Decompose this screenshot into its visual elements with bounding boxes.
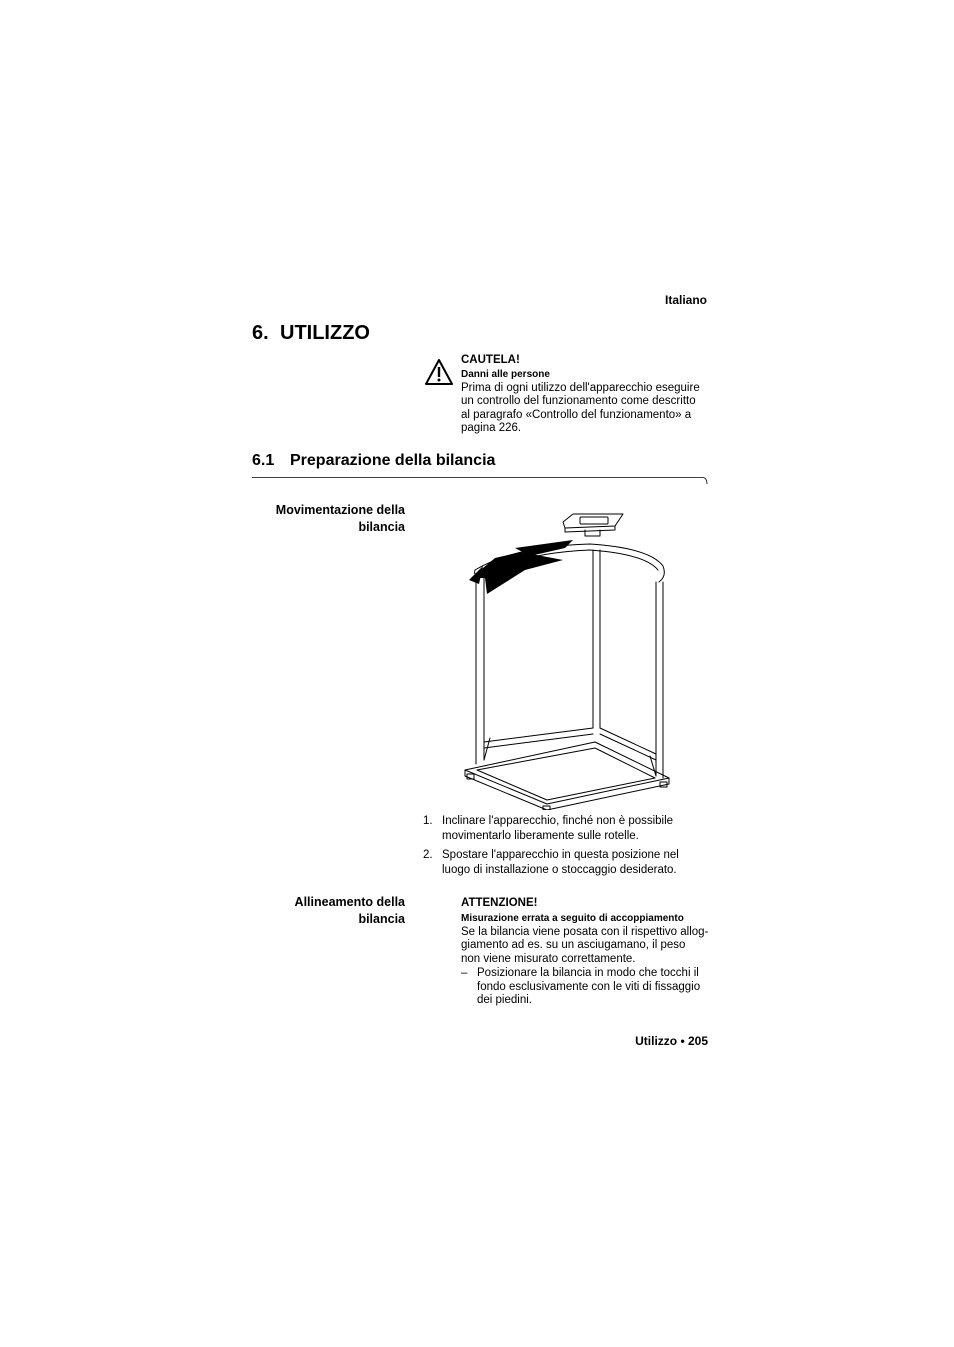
attention-line: giamento ad es. su un asciugamano, il peso [461,939,686,951]
list-item [420,814,720,844]
caution-line: Prima di ogni utilizzo dell'apparecchio eseguire [461,381,700,394]
bullet-line: dei piedini. [477,994,532,1006]
movement-label-line: bilancia [358,519,405,534]
chapter-number: 6. [252,322,269,344]
chapter-title [252,322,370,345]
caution-block [461,354,711,436]
attention-line: Se la bilancia viene posata con il rispettivo allog- [461,925,709,938]
attention-line: non viene misurato correttamente. [461,952,636,965]
warning-triangle-icon [424,358,454,386]
movement-steps [420,814,720,882]
bullet-line: Posizionare la bilancia in modo che tocchi il [477,967,699,979]
caution-line: pagina 226. [461,422,522,434]
step-line: Spostare l'apparecchio in questa posizione nel [442,849,679,861]
attention-bullets [461,967,713,1008]
caution-subheading: Danni alle persone [461,368,550,380]
chapter-title-text: UTILIZZO [280,322,370,344]
scale-tilt-illustration [455,508,675,810]
caution-line: un controllo del funzionamento come descritto [461,395,696,407]
step-line: Inclinare l'apparecchio, finché non è possibile [442,815,674,827]
list-item [461,967,713,1008]
section-title: Preparazione della bilancia [290,452,496,469]
section-divider [252,476,708,486]
movement-label-line: Movimentazione della [275,503,405,517]
step-line: movimentarlo liberamente sulle rotelle. [442,830,639,842]
attention-heading: ATTENZIONE! [461,897,538,909]
caution-line: al paragrafo «Controllo del funzionamento» a [461,408,692,421]
bullet-line: fondo esclusivamente con le viti di fissaggio [477,980,701,993]
step-number: 2. [423,849,433,861]
attention-subheading: Misurazione errata a seguito di accoppiamento [461,912,684,924]
bullet-dash: – [461,967,468,979]
language-label: Italiano [664,293,707,307]
caution-heading: CAUTELA! [461,354,520,366]
step-line: luogo di installazione o stoccaggio desiderato. [442,864,677,876]
movement-side-heading [230,502,405,535]
alignment-label-line: Allineamento della [294,895,405,909]
step-number: 1. [423,815,433,827]
list-item [420,848,720,878]
page-footer: Utilizzo • 205 [635,1034,708,1048]
section-heading [252,452,495,470]
alignment-label-line: bilancia [358,911,405,926]
attention-block [461,897,713,1008]
section-number: 6.1 [252,452,275,469]
alignment-side-heading [230,894,405,927]
